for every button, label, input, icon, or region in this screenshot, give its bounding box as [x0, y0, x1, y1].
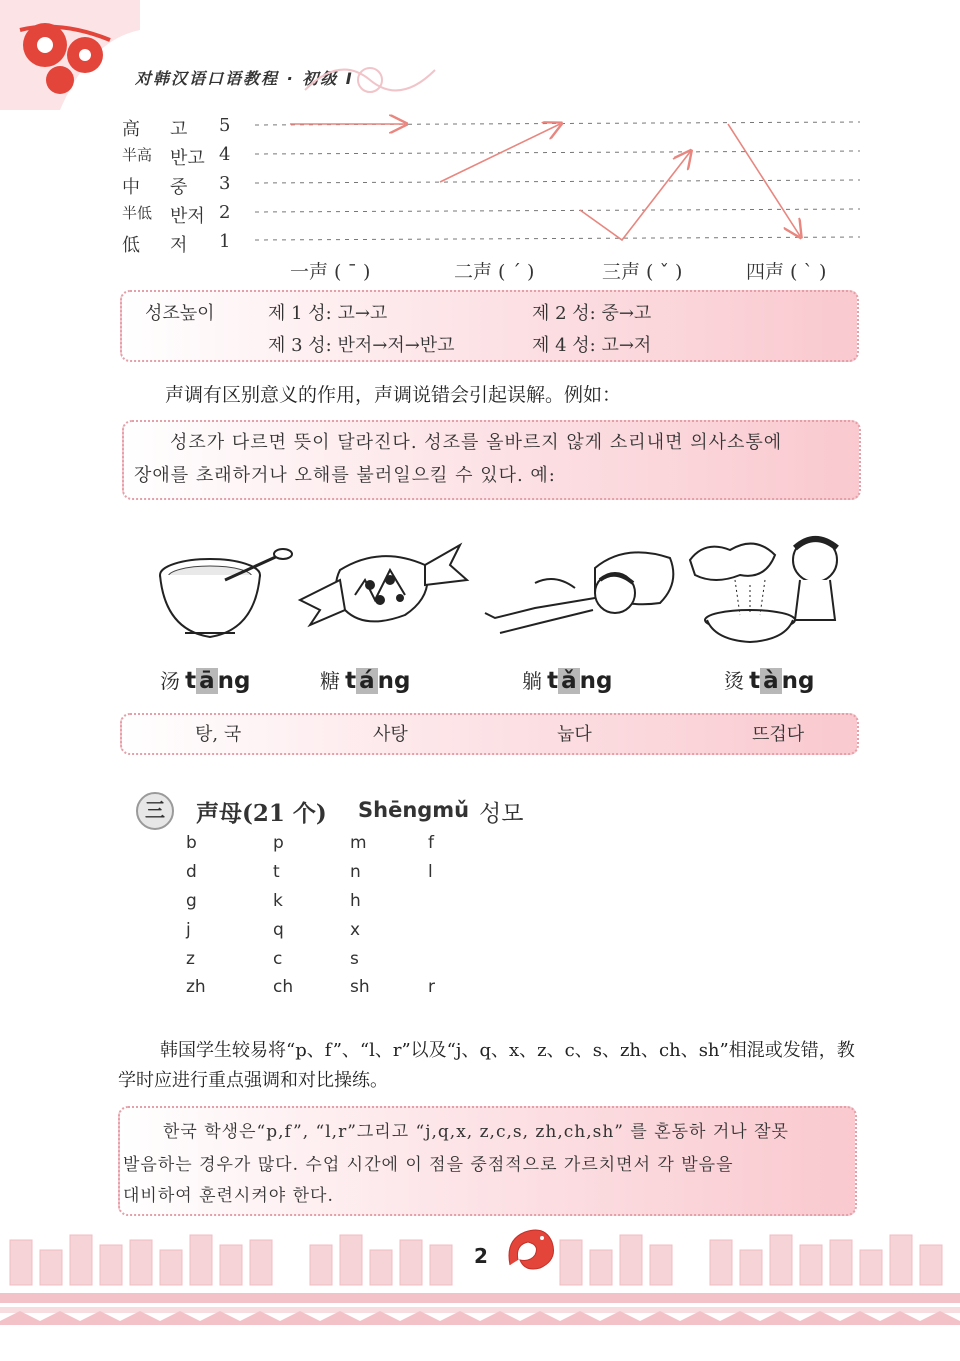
- initial-cell: j: [186, 920, 191, 940]
- initial-cell: zh: [186, 977, 206, 997]
- tone-level-5: 高 고 5: [122, 115, 231, 140]
- swirl-decoration-icon: [300, 55, 440, 105]
- initial-cell: l: [428, 862, 433, 882]
- book-title-header: 对韩汉语口语教程 · 初级 Ⅰ: [135, 69, 354, 88]
- example-hot: 烫 t à ng: [724, 668, 815, 694]
- meaning-hot: 뜨겁다: [752, 724, 805, 745]
- soup-bowl-image: [155, 545, 295, 645]
- initial-cell: g: [186, 891, 197, 911]
- initial-cell: ch: [273, 977, 294, 997]
- dragon-icon: [500, 1220, 560, 1280]
- initial-cell: h: [350, 891, 361, 911]
- paragraph-confusion-line2: 学时应进行重点强调和对比操练。: [118, 1070, 388, 1091]
- meaning-lie-down: 눕다: [557, 724, 592, 745]
- meaning-candy: 사탕: [373, 724, 408, 745]
- tone-label-1: 一声 ( ˉ ): [290, 261, 371, 283]
- tone-level-4: 半高 반고 4: [122, 144, 231, 169]
- initial-cell: c: [273, 949, 283, 969]
- initial-cell: r: [428, 977, 435, 997]
- initial-cell: p: [273, 833, 284, 853]
- candy-image: [295, 540, 470, 635]
- tone-vowel-highlight: ǎ: [558, 668, 580, 694]
- section-pinyin: Shēngmǔ: [358, 798, 470, 822]
- section-title: 声母(21 个): [196, 800, 327, 827]
- initial-cell: f: [428, 833, 434, 853]
- initial-cell: sh: [350, 977, 370, 997]
- tone1-description: 제 1 성: 고→고: [268, 303, 388, 324]
- example-soup: 汤 t ā ng: [160, 668, 251, 694]
- korean-note-2-line2: 발음하는 경우가 많다. 수업 시간에 이 점을 중점적으로 가르치면서 각 발음을: [123, 1155, 734, 1175]
- paragraph-tone-meaning: 声调有区别意义的作用，声调说错会引起误解。例如：: [165, 384, 622, 406]
- tone-level-2: 半低 반저 2: [122, 202, 231, 227]
- tone-contour-diagram: [250, 110, 870, 250]
- tone-vowel-highlight: à: [760, 668, 782, 694]
- tone-height-box: [120, 290, 859, 362]
- section-number-badge: 三: [136, 792, 174, 830]
- korean-note-2-line3: 대비하여 훈련시켜야 한다.: [123, 1186, 334, 1206]
- example-lie-down: 躺 t ǎ ng: [522, 668, 613, 694]
- example-candy: 糖 t á ng: [320, 668, 411, 694]
- meaning-soup: 탕, 국: [195, 724, 242, 745]
- tone4-description: 제 4 성: 고→저: [532, 335, 652, 356]
- initial-cell: x: [350, 920, 361, 940]
- initial-cell: m: [350, 833, 367, 853]
- tone-vowel-highlight: ā: [196, 668, 218, 694]
- initial-cell: t: [273, 862, 280, 882]
- section-korean: 성모: [479, 801, 524, 827]
- initial-cell: n: [350, 862, 361, 882]
- korean-note-1-line2: 장애를 초래하거나 오해를 불러일으킬 수 있다. 예:: [134, 465, 556, 486]
- flower-decoration-icon: [0, 0, 140, 110]
- tone3-description: 제 3 성: 반저→저→반고: [268, 335, 455, 356]
- tone3-arrow: [580, 152, 690, 240]
- tone-label-3: 三声 ( ˇ ): [602, 261, 683, 283]
- initial-cell: d: [186, 862, 197, 882]
- initial-cell: q: [273, 920, 284, 940]
- tone2-arrow: [440, 124, 560, 182]
- tone-level-1: 低 저 1: [122, 231, 231, 256]
- initial-cell: b: [186, 833, 197, 853]
- hot-basin-boy-image: [685, 530, 860, 645]
- tone-height-label: 성조높이: [145, 303, 215, 324]
- page-number: 2: [474, 1244, 488, 1268]
- lying-boy-image: [475, 538, 680, 638]
- paragraph-confusion-line1: 韩国学生较易将“p、f”、“l、r”以及“j、q、x、z、c、s、zh、ch、sh”相混或发错，教: [160, 1040, 855, 1061]
- tone-label-4: 四声 ( ˋ ): [746, 261, 827, 283]
- tone-label-2: 二声 ( ˊ ): [454, 261, 535, 283]
- korean-note-1-line1: 성조가 다르면 뜻이 달라진다. 성조를 올바르지 않게 소리내면 의사소통에: [170, 432, 783, 453]
- initial-cell: k: [273, 891, 283, 911]
- korean-note-2-line1: 한국 학생은“p,f”, “l,r”그리고 “j,q,x, z,c,s, zh,ch,sh” 를 혼동하 거나 잘못: [163, 1122, 789, 1142]
- initial-cell: z: [186, 949, 195, 969]
- tone-vowel-highlight: á: [356, 668, 378, 694]
- tone2-description: 제 2 성: 중→고: [532, 303, 652, 324]
- tone-level-3: 中 중 3: [122, 173, 231, 198]
- initial-cell: s: [350, 949, 359, 969]
